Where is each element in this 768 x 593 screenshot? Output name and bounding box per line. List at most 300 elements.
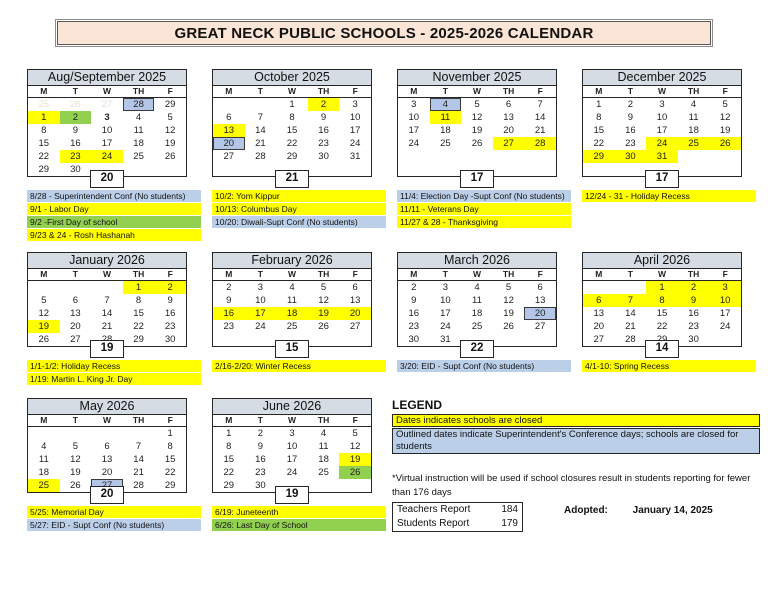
date-cell: 16 [213,307,245,320]
date-cell: 13 [70,308,81,319]
date-cell: 19 [339,453,371,466]
date-cell [91,281,123,294]
date-cell: 4 [135,112,142,123]
date-cell: 13 [101,454,113,465]
date-cell [339,479,371,492]
day-header: W [472,86,481,96]
week-row [398,294,556,307]
week-row [213,307,371,320]
day-header: M [595,86,603,96]
date-cell: 19 [28,320,60,333]
day-header: W [657,269,666,279]
date-cell: 16 [318,125,329,136]
week-row [28,111,186,124]
week-row [583,320,741,333]
date-cell: 27 [534,321,546,332]
month-title: April 2026 [583,253,741,269]
month-table [582,252,742,347]
report-value: 179 [501,518,518,529]
day-header: TH [502,86,515,96]
date-cell: 22 [164,467,176,478]
day-header: M [225,269,233,279]
week-row [398,320,556,333]
day-header: T [72,415,78,425]
date-cell: 30 [164,334,176,345]
day-header-row [213,269,371,281]
week-row [213,281,371,294]
date-cell: 26 [164,151,176,162]
adopted-label: Adopted: [564,505,608,516]
week-row [28,281,186,294]
date-cell: 29 [133,334,144,345]
day-header-row [28,86,186,98]
date-cell: 9 [167,295,173,306]
day-header: M [410,269,418,279]
date-cell: 11 [38,454,49,465]
date-cell: 12 [38,308,50,319]
week-row [398,98,556,111]
date-cell: 26 [318,321,329,332]
school-days-count: 15 [275,340,309,358]
date-cell: 10 [408,112,420,123]
date-cell: 25 [28,479,60,492]
date-cell: 6 [583,294,615,307]
date-cell: 16 [255,454,266,465]
date-cell [245,163,277,176]
date-cell: 16 [408,308,420,319]
week-row [398,111,556,124]
month-table [212,69,372,177]
week-row [213,294,371,307]
date-cell: 29 [164,480,176,491]
date-cell [398,150,430,163]
date-cell: 11 [688,112,699,123]
month-notes [212,360,388,373]
date-cell: 19 [471,125,483,136]
month-note: 11/27 & 28 - Thanksgiving [397,216,571,228]
legend-heading: LEGEND [392,398,443,412]
month-note: 1/1-1/2: Holiday Recess [27,360,201,372]
day-header-row [213,86,371,98]
month-notes [582,360,758,373]
date-cell [493,333,525,346]
month-note: 1/19: Martin L. King Jr. Day [27,373,201,385]
date-cell: 31 [349,151,361,162]
date-cell: 31 [646,150,678,163]
day-header: T [627,86,633,96]
day-header: TH [502,269,515,279]
date-cell: 26 [709,137,741,150]
date-cell: 14 [625,308,636,319]
date-cell: 23 [625,138,636,149]
date-cell: 24 [255,321,266,332]
week-row [583,124,741,137]
date-cell: 29 [223,480,235,491]
date-cell: 28 [625,334,636,345]
date-cell: 9 [226,295,232,306]
date-cell: 5 [167,112,173,123]
date-cell: 12 [349,441,361,452]
date-cell: 15 [593,125,605,136]
date-cell: 21 [534,125,546,136]
date-cell [123,163,155,176]
date-cell: 2 [678,281,710,294]
day-header: M [40,269,48,279]
date-cell [91,427,123,440]
month-title: June 2026 [213,399,371,415]
date-cell [213,98,245,111]
date-cell: 1 [123,281,155,294]
date-cell: 9 [257,441,264,452]
date-cell: 13 [213,124,245,137]
date-cell: 25 [678,137,710,150]
day-header: TH [132,269,145,279]
date-cell: 2 [154,281,186,294]
date-cell: 27 [493,137,525,150]
school-days-count: 19 [90,340,124,358]
day-header: T [442,269,448,279]
month-note: 11/11 - Veterans Day [397,203,571,215]
date-cell: 24 [440,321,451,332]
month-title: October 2025 [213,70,371,86]
date-cell: 11 [318,441,329,452]
day-header: W [102,86,111,96]
date-cell: 23 [255,467,266,478]
month-note: 6/19: Juneteenth [212,506,386,518]
date-cell: 3 [659,99,665,110]
day-header: F [722,86,728,96]
day-header-row [213,415,371,427]
date-cell: 8 [41,125,47,136]
date-cell: 22 [133,321,144,332]
day-header: T [72,269,78,279]
week-row [28,427,186,440]
week-row [213,124,371,137]
month-note: 5/27: EID - Supt Conf (No students) [27,519,201,531]
date-cell: 26 [503,321,514,332]
month-note: 10/20: Diwali-Supt Conf (No students) [212,216,386,228]
school-days-count: 21 [275,170,309,188]
date-cell: 21 [101,321,113,332]
date-cell: 5 [352,428,358,439]
date-cell [339,163,371,176]
week-row [28,294,186,307]
day-header: F [537,86,543,96]
day-header-row [398,269,556,281]
day-header: M [40,415,48,425]
month-table [397,69,557,177]
report-label: Teachers Report [397,504,471,515]
date-cell: 28 [133,480,144,491]
date-cell: 25 [440,138,451,149]
week-row [213,453,371,466]
date-cell: 11 [430,111,462,124]
date-cell: 3 [709,281,741,294]
week-row [28,150,186,163]
date-cell: 26 [38,334,50,345]
month-note: 10/2: Yom Kippur [212,190,386,202]
date-cell: 8 [289,112,295,123]
week-row [583,137,741,150]
date-cell: 29 [286,151,298,162]
date-cell [615,163,647,176]
date-cell: 3 [442,282,449,293]
date-cell: 22 [593,138,605,149]
day-header: F [537,269,543,279]
date-cell: 22 [38,151,50,162]
month-table [582,69,742,177]
date-cell: 6 [72,295,79,306]
date-cell: 10 [349,112,361,123]
date-cell: 28 [524,137,556,150]
page-title [55,19,713,47]
week-row [213,440,371,453]
date-cell: 27 [223,151,235,162]
month-notes [27,360,203,386]
date-cell: 24 [719,321,731,332]
report-row [393,503,522,517]
week-row [398,281,556,294]
date-cell: 22 [656,321,668,332]
day-header: W [287,86,296,96]
school-days-count: 19 [275,486,309,504]
report-box [392,502,523,532]
date-cell: 26 [70,99,81,110]
date-cell [583,281,615,294]
week-row [28,466,186,479]
school-days-count: 20 [90,486,124,504]
date-cell: 19 [308,307,340,320]
day-header: M [225,86,233,96]
date-cell: 27 [70,334,81,345]
date-cell: 27 [349,321,361,332]
date-cell: 23 [408,321,420,332]
date-cell [461,150,493,163]
month-title: Aug/September 2025 [28,70,186,86]
school-days-count: 17 [645,170,679,188]
virtual-instruction-note: *Virtual instruction will be used if school closures result in students reporting for fewer than 176 days [392,473,751,498]
date-cell: 1 [28,111,60,124]
day-header: TH [317,269,330,279]
month-table [27,398,187,493]
date-cell: 3 [352,99,358,110]
date-cell: 8 [596,112,602,123]
date-cell: 9 [627,112,634,123]
month-note: 12/24 - 31 - Holiday Recess [582,190,756,202]
day-header: T [627,269,633,279]
date-cell: 24 [286,467,298,478]
month-note: 4/1-10: Spring Recess [582,360,756,372]
date-cell [28,427,60,440]
date-cell [213,163,245,176]
day-header: F [352,415,358,425]
date-cell [245,98,277,111]
date-cell: 17 [286,454,298,465]
date-cell: 30 [408,334,420,345]
date-cell: 14 [101,308,113,319]
school-days-count: 17 [460,170,494,188]
date-cell: 4 [430,98,462,111]
day-header: TH [687,86,700,96]
date-cell [524,150,556,163]
legend-item-schools-closed: Dates indicates schools are closed [392,414,760,427]
day-header: M [40,86,48,96]
date-cell: 15 [656,308,668,319]
day-header: M [595,269,603,279]
date-cell: 18 [133,138,144,149]
month-title: March 2026 [398,253,556,269]
report-label: Students Report [397,518,470,529]
date-cell [28,281,60,294]
week-row [583,307,741,320]
date-cell: 5 [41,295,47,306]
date-cell: 25 [38,99,50,110]
date-cell: 29 [164,99,176,110]
month-notes [27,506,203,532]
page-title-text: GREAT NECK PUBLIC SCHOOLS - 2025-2026 CALENDAR [57,21,711,45]
date-cell: 16 [688,308,699,319]
day-header-row [398,86,556,98]
date-cell [339,333,371,346]
month-notes [212,190,388,229]
date-cell: 25 [318,467,329,478]
date-cell: 11 [472,295,482,306]
adopted-date: January 14, 2025 [632,505,713,516]
month-note: 9/23 & 24 - Rosh Hashanah [27,229,201,241]
date-cell: 16 [70,138,81,149]
week-row [398,124,556,137]
month-note: 5/25: Memorial Day [27,506,201,518]
month-note: 10/13: Columbus Day [212,203,386,215]
date-cell: 31 [440,334,451,345]
date-cell: 30 [255,480,266,491]
week-row [583,98,741,111]
month-note: 9/2 -First Day of school [27,216,201,228]
date-cell: 4 [41,441,47,452]
date-cell: 3 [411,99,417,110]
date-cell: 8 [646,294,678,307]
date-cell: 5 [320,282,327,293]
date-cell [430,163,462,176]
date-cell: 18 [38,467,50,478]
date-cell [398,163,430,176]
week-row [213,98,371,111]
date-cell: 12 [164,125,176,136]
week-row [583,294,741,307]
day-header: M [225,415,233,425]
date-cell: 21 [133,467,144,478]
week-row [213,111,371,124]
day-header: T [257,269,263,279]
day-header: W [102,269,111,279]
date-cell: 17 [349,125,361,136]
date-cell: 2 [627,99,634,110]
month-notes [397,190,573,229]
date-cell: 12 [318,295,329,306]
date-cell: 5 [474,99,480,110]
date-cell [493,150,525,163]
week-row [28,453,186,466]
date-cell: 27 [101,99,113,110]
week-row [28,137,186,150]
date-cell: 16 [164,308,176,319]
date-cell: 5 [72,441,79,452]
month-note: 2/16-2/20: Winter Recess [212,360,386,372]
date-cell: 2 [308,98,340,111]
day-header: W [102,415,111,425]
day-header: T [257,86,263,96]
date-cell: 19 [503,308,514,319]
date-cell: 15 [164,454,176,465]
date-cell: 8 [135,295,142,306]
date-cell: 23 [60,150,92,163]
date-cell: 4 [690,99,697,110]
week-row [213,466,371,479]
month-table [27,252,187,347]
date-cell: 14 [534,112,546,123]
week-row [583,150,741,163]
date-cell: 19 [719,125,731,136]
date-cell: 21 [625,321,636,332]
day-header: W [287,415,296,425]
date-cell: 19 [164,138,176,149]
week-row [28,307,186,320]
date-cell: 20 [70,321,81,332]
date-cell: 20 [593,321,605,332]
date-cell: 1 [289,99,295,110]
week-row [583,281,741,294]
date-cell: 15 [133,308,144,319]
date-cell: 7 [257,112,264,123]
date-cell: 7 [537,99,543,110]
date-cell: 4 [320,428,327,439]
month-note: 3/20: EID - Supt Conf (No students) [397,360,571,372]
week-row [398,307,556,320]
date-cell [60,281,92,294]
month-note: 9/1 - Labor Day [27,203,201,215]
date-cell: 8 [167,441,173,452]
date-cell [583,163,615,176]
date-cell: 28 [255,151,266,162]
date-cell: 17 [245,307,277,320]
date-cell [615,281,647,294]
day-header-row [583,86,741,98]
date-cell: 9 [411,295,417,306]
school-days-count: 22 [460,340,494,358]
date-cell: 2 [411,282,417,293]
day-header-row [28,415,186,427]
date-cell: 10 [709,294,741,307]
month-notes [582,190,758,203]
date-cell: 7 [135,441,142,452]
date-cell: 28 [123,98,155,111]
date-cell: 26 [339,466,371,479]
date-cell: 12 [719,112,731,123]
date-cell: 26 [471,138,483,149]
day-header: F [722,269,728,279]
date-cell: 23 [164,321,176,332]
date-cell [213,333,245,346]
month-note: 6/26: Last Day of School [212,519,386,531]
date-cell: 1 [596,99,602,110]
date-cell: 22 [223,467,235,478]
week-row [398,137,556,150]
report-row [393,517,522,531]
date-cell: 13 [349,295,361,306]
date-cell: 2 [257,428,264,439]
day-header: W [472,269,481,279]
date-cell: 10 [255,295,266,306]
